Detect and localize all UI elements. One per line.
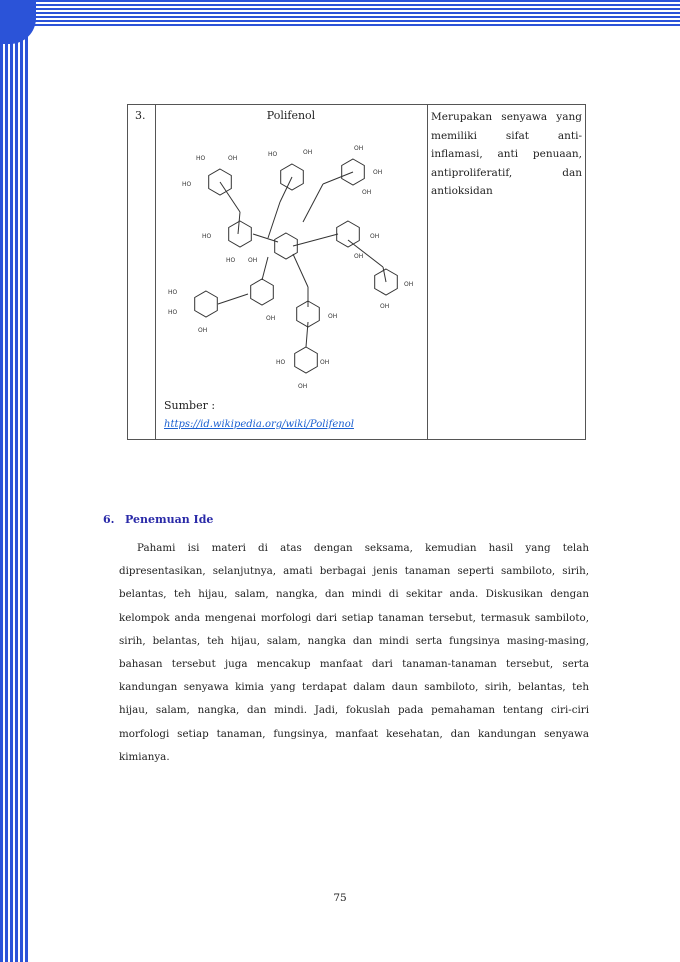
top-border-stripes [0, 0, 680, 28]
compound-description: Merupakan senyawa yang memiliki sifat anti-inflamasi, anti penuaan, antiproliferatif, dan antioksidan [431, 111, 582, 197]
svg-text:OH: OH [370, 233, 380, 240]
svg-text:OH: OH [320, 359, 330, 366]
source-label: Sumber : [164, 399, 216, 412]
svg-text:HO: HO [168, 309, 178, 316]
column-divider [155, 105, 156, 439]
corner-ornament [0, 0, 36, 44]
svg-text:OH: OH [266, 315, 276, 322]
svg-text:OH: OH [354, 253, 364, 260]
svg-text:OH: OH [298, 383, 308, 390]
svg-text:HO: HO [268, 151, 278, 158]
svg-text:HO: HO [196, 155, 206, 162]
svg-text:OH: OH [354, 145, 364, 152]
polyphenol-structure-diagram [158, 142, 428, 392]
row-number: 3. [135, 109, 146, 122]
svg-text:HO: HO [276, 359, 286, 366]
svg-text:OH: OH [362, 189, 372, 196]
compound-name: Polifenol [266, 109, 316, 122]
svg-text:OH: OH [248, 257, 258, 264]
source-link[interactable]: https://id.wikipedia.org/wiki/Polifenol [164, 419, 354, 430]
svg-text:HO: HO [202, 233, 212, 240]
left-border-stripes [0, 0, 30, 962]
svg-text:OH: OH [373, 169, 383, 176]
section-title: Penemuan Ide [125, 513, 214, 526]
section-heading [103, 513, 213, 526]
svg-text:HO: HO [168, 289, 178, 296]
svg-text:OH: OH [380, 303, 390, 310]
section-paragraph: Pahami isi materi di atas dengan seksama, kemudian hasil yang telah dipresentasikan, selanjutnya, amati berbagai jenis tanaman seperti sambiloto, sirih, belantas, teh hijau, salam, nangka, dan mindi di sekitar anda. Diskusikan dengan kelompok anda mengenai morfologi dari setiap tanaman tersebut, termasuk sambiloto, sirih, belantas, teh hijau, salam, nangka dan mindi serta fungsinya masing-masing, bahasan tersebut juga mencakup manfaat dari tanaman-tanaman tersebut, serta kandungan senyawa kimia yang terdapat dalam daun sambiloto, sirih, belantas, teh hijau, salam, nangka, dan mindi. Jadi, fokuslah pada pemahaman tentang ciri-ciri morfologi setiap tanaman, fungsinya, manfaat kesehatan, dan kandungan senyawa kimianya. [119, 542, 589, 763]
svg-text:HO: HO [226, 257, 236, 264]
page-number: 75 [333, 892, 347, 904]
svg-text:OH: OH [303, 149, 313, 156]
svg-text:OH: OH [228, 155, 238, 162]
svg-text:OH: OH [328, 313, 338, 320]
section-number: 6. [103, 513, 115, 526]
svg-text:OH: OH [404, 281, 414, 288]
svg-text:HO: HO [182, 181, 192, 188]
svg-text:OH: OH [198, 327, 208, 334]
